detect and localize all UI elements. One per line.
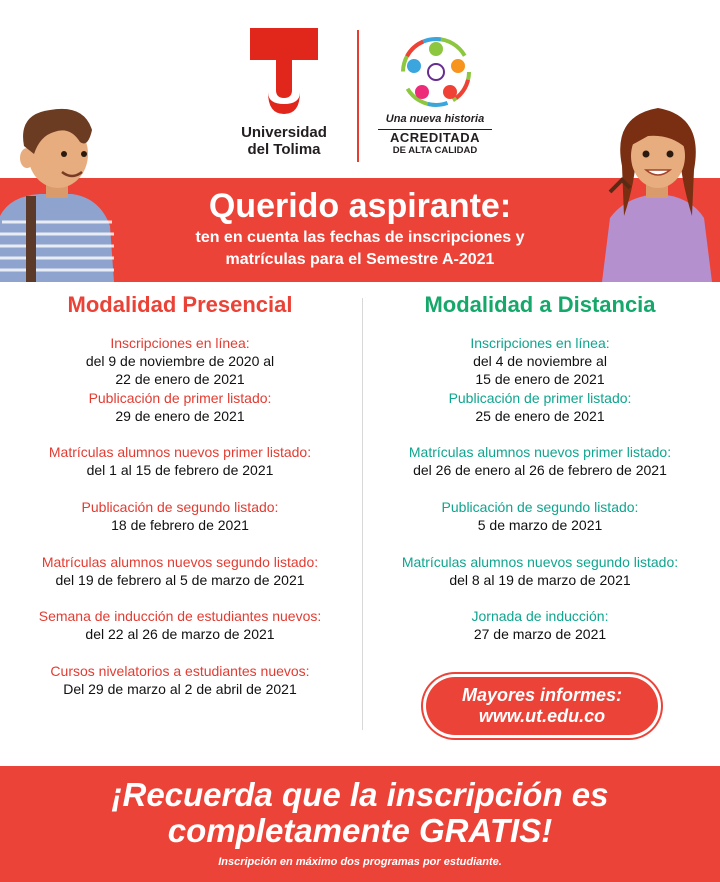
item-date: del 19 de febrero al 5 de marzo de 2021 (55, 571, 305, 588)
item-label: Publicación de primer listado: (448, 389, 632, 406)
presencial-item (0, 334, 360, 389)
presencial-item (0, 443, 360, 498)
item-label: Matrículas alumnos nuevos segundo listado: (401, 553, 679, 570)
accreditation-tagline: Una nueva historia (385, 113, 485, 125)
item-label: Inscripciones en línea: (110, 335, 250, 351)
presencial-item (0, 607, 360, 662)
footer-headline-line1: ¡Recuerda que la inscripción es (111, 776, 609, 813)
item-date: del 22 al 26 de marzo de 2021 (85, 626, 275, 643)
item-date: 27 de marzo de 2021 (473, 626, 607, 643)
distancia-item (360, 443, 720, 498)
item-date: 5 de marzo de 2021 (477, 517, 603, 534)
distancia-item (360, 553, 720, 608)
banner-subtitle-line2: matrículas para el Semestre A-2021 (225, 251, 495, 268)
item-label: Semana de inducción de estudiantes nuevos: (38, 608, 322, 625)
item-date: 15 de enero de 2021 (475, 371, 605, 387)
item-label: Publicación de segundo listado: (81, 499, 279, 516)
distancia-title: Modalidad a Distancia (424, 292, 656, 317)
item-date: del 26 de enero al 26 de febrero de 2021 (413, 462, 667, 479)
banner-title: Querido aspirante: (208, 187, 512, 225)
accreditation-title: ACREDITADA (378, 129, 492, 144)
accreditation-subtitle: DE ALTA CALIDAD (392, 145, 478, 156)
more-info-button[interactable] (426, 677, 658, 735)
item-label: Matrículas alumnos nuevos primer listado: (48, 444, 312, 461)
distancia-column (360, 290, 720, 662)
item-label: Matrículas alumnos nuevos primer listado: (408, 444, 672, 461)
more-info-label: Mayores informes: (461, 685, 623, 705)
item-date: del 9 de noviembre de 2020 al (85, 353, 275, 369)
accreditation-logo-icon (396, 34, 476, 110)
item-date: del 1 al 15 de febrero de 2021 (86, 462, 274, 479)
item-label: Matrículas alumnos nuevos segundo listado: (41, 553, 319, 570)
item-date: del 4 de noviembre al (473, 353, 607, 369)
distancia-item (360, 498, 720, 553)
presencial-title: Modalidad Presencial (67, 292, 293, 317)
banner-subtitle-line1: ten en cuenta las fechas de inscripciones y (195, 229, 525, 246)
university-name-line1: Universidad (241, 124, 327, 141)
presencial-item (0, 389, 360, 444)
item-label: Publicación de segundo listado: (441, 499, 639, 516)
item-label: Inscripciones en línea: (470, 335, 610, 351)
distancia-item (360, 389, 720, 444)
boy-illustration (0, 96, 122, 282)
item-date: del 8 al 19 de marzo de 2021 (449, 571, 631, 588)
item-date: 29 de enero de 2021 (115, 407, 245, 424)
presencial-item (0, 498, 360, 553)
footer-note: Inscripción en máximo dos programas por estudiante. (218, 856, 502, 868)
website-link[interactable]: www.ut.edu.co (478, 706, 606, 726)
university-name (232, 124, 336, 158)
girl-illustration (596, 96, 720, 282)
university-name-line2: del Tolima (247, 141, 321, 158)
item-date: 22 de enero de 2021 (115, 371, 245, 387)
item-label: Cursos nivelatorios a estudiantes nuevos: (50, 663, 310, 680)
item-label: Jornada de inducción: (471, 608, 609, 625)
item-date: 18 de febrero de 2021 (111, 517, 249, 534)
presencial-item (0, 662, 360, 717)
presencial-column (0, 290, 360, 717)
distancia-item (360, 607, 720, 662)
item-date: 25 de enero de 2021 (475, 407, 605, 424)
item-date: Del 29 de marzo al 2 de abril de 2021 (63, 681, 297, 698)
distancia-item (360, 334, 720, 389)
item-label: Publicación de primer listado: (88, 389, 272, 406)
presencial-item (0, 553, 360, 608)
logo-divider (357, 30, 359, 162)
footer-headline-line2: completamente GRATIS! (167, 812, 553, 849)
